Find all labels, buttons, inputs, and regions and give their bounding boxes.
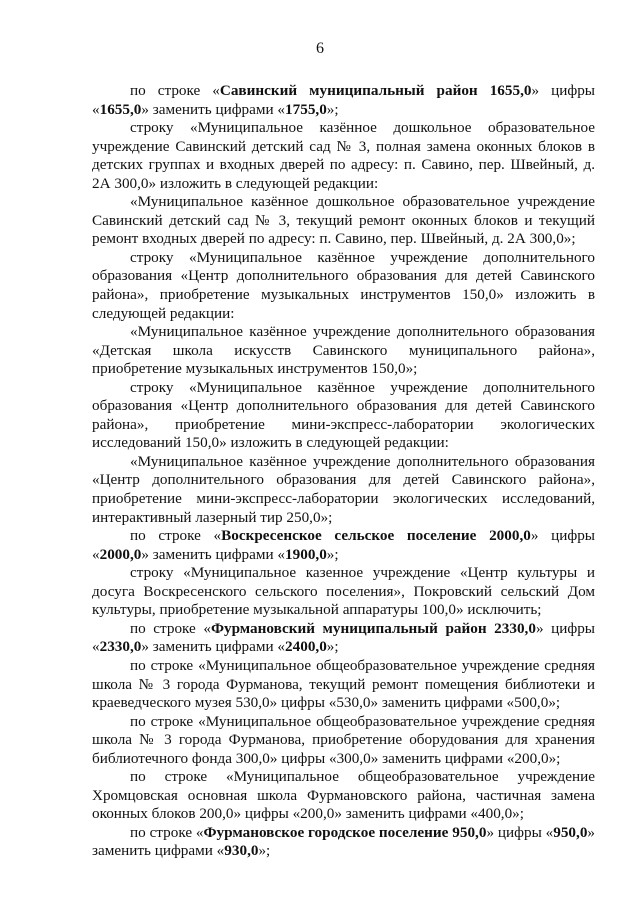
paragraph-p13	[92, 768, 595, 824]
text-run: «Муниципальное казённое учреждение дополнительного образования «Центр дополнительного образования для детей Савинского района», приобретение мини-экспресс-лаборатории экологических исследований, интерактивный лазерный тир 250,0»;	[92, 452, 595, 526]
text-run: »;	[326, 638, 339, 656]
page-number: 6	[316, 40, 324, 57]
bold-text: 2400,0	[285, 638, 327, 656]
paragraph-p4	[92, 249, 595, 323]
bold-text: Фурмановский муниципальный район 2330,0	[210, 619, 536, 637]
bold-text: 1755,0	[285, 100, 327, 118]
bold-text: 2330,0	[99, 638, 142, 656]
paragraph-p8	[92, 527, 595, 564]
bold-text: 930,0	[224, 842, 259, 860]
paragraph-p6	[92, 379, 595, 453]
document-body	[92, 82, 595, 861]
text-run: » заменить цифрами «	[92, 823, 595, 860]
bold-text: 1900,0	[285, 545, 327, 563]
text-run: по строке «Муниципальное общеобразовательное учреждение средняя школа № 3 города Фурманова, текущий ремонт помещения библиотеки и краеведческого музея 530,0» цифры «530,0» заменить цифрами «500,0»;	[92, 656, 595, 712]
paragraph-p2	[92, 119, 595, 193]
text-run: строку «Муниципальное казённое дошкольное образовательное учреждение Савинский детский сад № 3, полная замена оконных блоков в детских группах и входных дверей по адресу: п. Савино, пер. Швейный, д. 2А 300,0» изложить в следующей редакции:	[92, 119, 595, 192]
text-run: » заменить цифрами «	[141, 638, 286, 656]
paragraph-p12	[92, 713, 595, 769]
text-run: »;	[326, 545, 339, 563]
text-run: строку «Муниципальное казённое учреждение дополнительного образования «Центр дополнительного образования для детей Савинского района», приобретение мини-экспресс-лаборатории экологических исследований 150,0» изложить в следующей редакции:	[92, 378, 595, 452]
text-run: строку «Муниципальное казенное учреждение «Центр культуры и досуга Воскресенского сельского поселения», Покровский сельский Дом культуры, приобретение музыкальной аппаратуры 100,0» исключить;	[92, 564, 595, 619]
text-run: » заменить цифрами «	[141, 100, 286, 118]
text-run: по строке «	[130, 527, 222, 545]
text-run: строку «Муниципальное казённое учреждение дополнительного образования «Центр дополнительного образования для детей Савинского района», приобретение музыкальных инструментов 150,0» изложить в следующей редакции:	[92, 248, 595, 322]
paragraph-p5	[92, 323, 595, 379]
bold-text: Фурмановское городское поселение 950,0	[203, 823, 487, 841]
text-run: » цифры «	[92, 619, 595, 656]
text-run: по строке «	[130, 82, 220, 99]
paragraph-p7	[92, 453, 595, 527]
paragraph-p1	[92, 82, 595, 119]
text-run: «Муниципальное казённое учреждение дополнительного образования «Детская школа искусств Савинского муниципального района», приобретение музыкальных инструментов 150,0»;	[92, 323, 595, 378]
text-run: по строке «Муниципальное общеобразовательное учреждение Хромцовская основная школа Фурмановского района, частичная замена оконных блоков 200,0» цифры «200,0» заменить цифрами «400,0»;	[92, 768, 595, 823]
text-run: по строке «	[130, 823, 204, 841]
bold-text: 2000,0	[99, 545, 142, 563]
text-run: » цифры «	[486, 823, 554, 841]
bold-text: Савинский муниципальный район 1655,0	[219, 82, 532, 99]
text-run: »;	[326, 100, 339, 118]
paragraph-p10	[92, 620, 595, 657]
text-run: по строке «	[130, 619, 211, 637]
bold-text: 950,0	[553, 823, 588, 841]
text-run: по строке «Муниципальное общеобразовательное учреждение средняя школа № 3 города Фурманова, приобретение оборудования для хранения библиотечного фонда 300,0» цифры «300,0» заменить цифрами «200,0»;	[92, 712, 595, 767]
paragraph-p14	[92, 824, 595, 861]
text-run: » заменить цифрами «	[141, 545, 286, 563]
paragraph-p9	[92, 564, 595, 620]
bold-text: Воскресенское сельское поселение 2000,0	[221, 527, 531, 545]
paragraph-p3	[92, 193, 595, 249]
text-run: «Муниципальное казённое дошкольное образовательное учреждение Савинский детский сад № 3, текущий ремонт оконных блоков и текущий ремонт входных дверей по адресу: п. Савино, пер. Швейный, д. 2А 300,0»;	[92, 193, 595, 248]
text-run: »;	[258, 842, 271, 860]
paragraph-p11	[92, 657, 595, 713]
bold-text: 1655,0	[99, 100, 142, 118]
text-run: » цифры «	[92, 82, 595, 118]
text-run: » цифры «	[92, 527, 596, 563]
